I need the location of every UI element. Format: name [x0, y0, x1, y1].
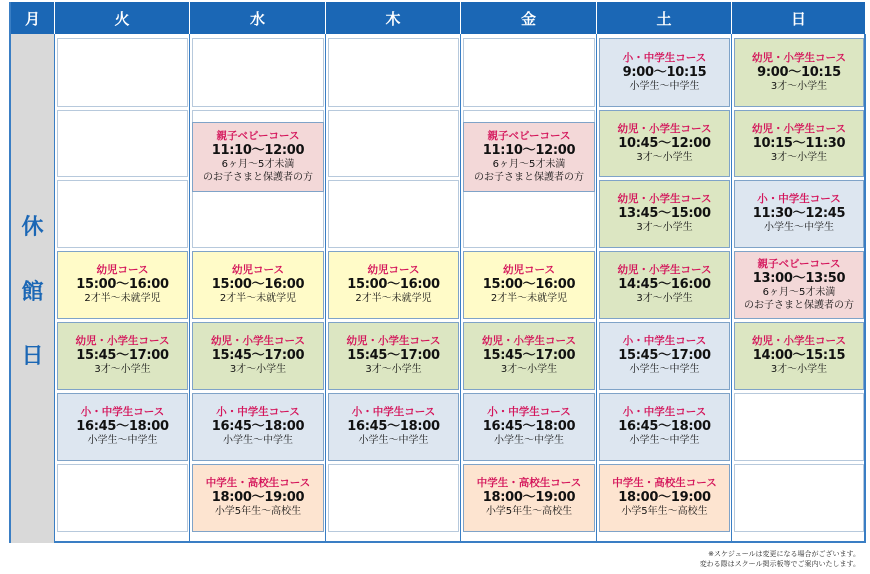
course-age: 3才〜小学生 [500, 364, 558, 376]
course-name: 幼児・小学生コース [482, 335, 576, 348]
course-time: 15:00〜16:00 [347, 277, 440, 293]
course-name: 幼児・小学生コース [617, 264, 712, 277]
course-cell[interactable] [463, 464, 595, 532]
course-time: 14:45〜16:00 [618, 277, 711, 293]
course-name: 小・中学生コース [487, 406, 571, 419]
course-cell[interactable] [192, 393, 324, 461]
course-name: 小・中学生コース [80, 406, 165, 419]
course-age: 小学生〜中学生 [494, 435, 564, 447]
closed-label: 館 [21, 280, 44, 305]
course-cell[interactable] [463, 251, 595, 319]
course-name: 幼児・小学生コース [617, 193, 712, 206]
course-age: 3才〜小学生 [229, 364, 287, 376]
course-name: 小・中学生コース [757, 193, 841, 206]
course-name: 幼児・小学生コース [346, 335, 441, 348]
course-age: 3才〜小学生 [365, 364, 422, 376]
course-time: 15:45〜17:00 [482, 348, 576, 364]
day-header-tue: 火 [55, 2, 190, 34]
course-time: 9:00〜10:15 [622, 64, 707, 80]
course-age: 小学生〜中学生 [223, 435, 293, 447]
course-name: 幼児・小学生コース [752, 122, 846, 135]
course-cell[interactable] [192, 251, 324, 319]
course-age: 小学5年生〜高校生 [485, 506, 573, 518]
course-name: 幼児・小学生コース [752, 51, 846, 64]
course-time: 16:45〜18:00 [482, 419, 576, 435]
course-name: 幼児コース [232, 264, 284, 277]
course-cell[interactable] [734, 322, 864, 390]
course-name: 中学生・高校生コース [612, 477, 717, 490]
course-cell[interactable] [599, 322, 730, 390]
course-cell[interactable] [57, 393, 188, 461]
day-column-mon [11, 34, 55, 543]
empty-slot [57, 464, 188, 532]
course-name: 幼児・小学生コース [752, 335, 846, 348]
course-age: 小学5年生〜高校生 [621, 506, 708, 518]
course-cell[interactable] [328, 322, 459, 390]
course-cell[interactable] [734, 251, 864, 319]
course-cell[interactable] [734, 110, 864, 177]
course-name: 小・中学生コース [351, 406, 436, 419]
course-cell[interactable] [463, 322, 595, 390]
day-header-mon: 月 [11, 2, 55, 34]
course-cell[interactable] [463, 393, 595, 461]
course-time: 16:45〜18:00 [76, 419, 169, 435]
empty-slot [734, 393, 864, 461]
course-time: 18:00〜19:00 [211, 490, 305, 506]
course-time: 15:00〜16:00 [76, 277, 169, 293]
empty-slot [328, 38, 459, 107]
course-time: 18:00〜19:00 [482, 490, 576, 506]
course-time: 15:00〜16:00 [482, 277, 576, 293]
course-age: 小学生〜中学生 [629, 80, 700, 92]
empty-slot [328, 180, 459, 248]
course-age: 6ヶ月〜5才未満 [762, 287, 836, 299]
course-age: 小学生〜中学生 [629, 435, 700, 447]
course-time: 15:45〜17:00 [347, 348, 440, 364]
course-cell[interactable] [599, 110, 730, 177]
course-name: 親子ベビーコース [216, 129, 300, 142]
course-time: 11:30〜12:45 [752, 206, 846, 222]
empty-slot [328, 464, 459, 532]
course-time: 16:45〜18:00 [347, 419, 440, 435]
empty-slot [463, 38, 595, 107]
course-cell[interactable] [599, 464, 730, 532]
course-name: 中学生・高校生コース [476, 477, 582, 490]
course-time: 15:00〜16:00 [211, 277, 305, 293]
course-age-note: のお子さまと保護者の方 [744, 299, 854, 311]
course-cell[interactable] [192, 464, 324, 532]
closed-label: 日 [21, 344, 44, 369]
course-age-note: のお子さまと保護者の方 [203, 171, 313, 183]
course-age: 小学生〜中学生 [87, 435, 158, 447]
course-age: 6ヶ月〜5才未満 [492, 159, 566, 171]
course-age: 3才〜小学生 [770, 151, 828, 163]
course-age: 3才〜小学生 [94, 364, 151, 376]
course-age: 3才〜小学生 [636, 151, 693, 163]
course-cell[interactable] [328, 393, 459, 461]
course-time: 11:10〜12:00 [482, 142, 576, 158]
course-age-note: のお子さまと保護者の方 [474, 171, 584, 183]
course-cell[interactable] [192, 322, 324, 390]
course-name: 幼児・小学生コース [211, 335, 305, 348]
course-time: 15:45〜17:00 [618, 348, 711, 364]
course-name: 親子ベビーコース [757, 257, 841, 270]
course-cell[interactable] [599, 180, 730, 248]
course-cell[interactable] [57, 322, 188, 390]
course-time: 14:00〜15:15 [752, 348, 846, 364]
course-time: 9:00〜10:15 [757, 64, 841, 80]
course-cell[interactable] [599, 251, 730, 319]
course-name: 幼児・小学生コース [617, 122, 712, 135]
course-name: 中学生・高校生コース [205, 477, 311, 490]
empty-slot [328, 110, 459, 177]
course-cell[interactable] [734, 180, 864, 248]
day-header-sun: 日 [732, 2, 866, 34]
course-cell[interactable] [463, 122, 595, 192]
course-time: 15:45〜17:00 [211, 348, 305, 364]
course-cell[interactable] [599, 38, 730, 107]
course-name: 幼児コース [96, 264, 149, 277]
course-age: 2才半〜未就学児 [84, 293, 161, 305]
day-header-thu: 木 [326, 2, 461, 34]
course-time: 18:00〜19:00 [618, 490, 711, 506]
course-name: 幼児コース [367, 264, 420, 277]
course-age: 小学生〜中学生 [764, 222, 834, 234]
course-name: 小・中学生コース [622, 335, 707, 348]
course-cell[interactable] [192, 122, 324, 192]
course-name: 幼児コース [503, 264, 555, 277]
course-name: 小・中学生コース [622, 406, 707, 419]
course-cell[interactable] [734, 38, 864, 107]
course-age: 小学5年生〜高校生 [214, 506, 302, 518]
course-name: 小・中学生コース [216, 406, 300, 419]
course-name: 親子ベビーコース [487, 129, 571, 142]
course-cell[interactable] [57, 251, 188, 319]
course-age: 3才〜小学生 [636, 293, 693, 305]
course-cell[interactable] [599, 393, 730, 461]
day-header-sat: 土 [597, 2, 732, 34]
course-time: 11:10〜12:00 [211, 142, 305, 158]
empty-slot [57, 110, 188, 177]
closed-label: 休 [21, 215, 44, 240]
course-age: 3才〜小学生 [770, 364, 828, 376]
course-age: 2才半〜未就学児 [219, 293, 297, 305]
course-time: 10:15〜11:30 [752, 135, 846, 151]
empty-slot [734, 464, 864, 532]
empty-slot [57, 180, 188, 248]
course-age: 3才〜小学生 [636, 222, 693, 234]
day-header-fri: 金 [461, 2, 597, 34]
course-age: 小学生〜中学生 [358, 435, 429, 447]
course-cell[interactable] [328, 251, 459, 319]
empty-slot [57, 38, 188, 107]
course-age: 小学生〜中学生 [629, 364, 700, 376]
footnote-line: ※スケジュールは変更になる場合がございます。 [708, 550, 860, 558]
course-time: 16:45〜18:00 [211, 419, 305, 435]
course-time: 13:45〜15:00 [618, 206, 711, 222]
footnote-line: 変わる際はスクール掲示板等でご案内いたします。 [699, 560, 860, 568]
course-time: 16:45〜18:00 [618, 419, 711, 435]
course-age: 6ヶ月〜5才未満 [221, 159, 295, 171]
course-age: 3才〜小学生 [770, 80, 828, 92]
day-header-wed: 水 [190, 2, 326, 34]
course-name: 幼児・小学生コース [75, 335, 170, 348]
course-time: 10:45〜12:00 [618, 135, 711, 151]
course-time: 15:45〜17:00 [76, 348, 169, 364]
course-time: 13:00〜13:50 [752, 270, 846, 286]
course-age: 2才半〜未就学児 [490, 293, 568, 305]
course-age: 2才半〜未就学児 [355, 293, 432, 305]
course-name: 小・中学生コース [622, 51, 707, 64]
empty-slot [192, 38, 324, 107]
